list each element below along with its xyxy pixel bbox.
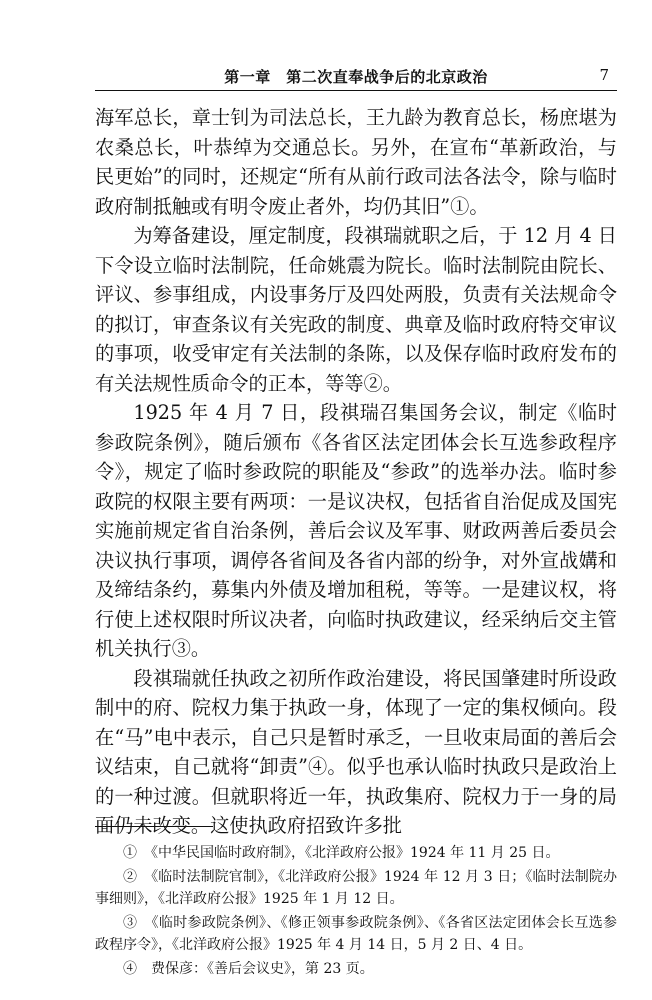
footnotes — [95, 842, 617, 982]
footnote-divider — [95, 826, 213, 827]
chapter-title: 第一章 第二次直奉战争后的北京政治 — [224, 68, 488, 86]
footnote: ④ 费保彦：《善后会议史》，第 23 页。 — [123, 961, 374, 977]
paragraph: 为筹备建设，厘定制度，段祺瑞就职之后，于 12 月 4 日下令设立临时法制院，任命姚震为院长。临时法制院由院长、评议、参事组成，内设事务厅及四处两股，负责有关法规命令的拟订，审查条议有关宪政的制度、典章及临时政府特交审议的事项，收受审定有关法制的条陈，以及保存临时政府发布的有关法规性质命令的正本，等等②。 — [95, 224, 617, 395]
footnote: ② 《临时法制院官制》，《北洋政府公报》1924 年 12 月 3 日；《临时法制院办事细则》，《北洋政府公报》1925 年 1 月 12 日。 — [95, 869, 617, 907]
paragraph: 段祺瑞就任执政之初所作政治建设，将民国肇建时所设政制中的府、院权力集于执政一身，体现了一定的集权倾向。段在“马”电中表示，自己只是暂时承乏，一旦收束局面的善后会议结束，自己就将“卸责”④。似乎也承认临时执政只是政治上的一种过渡。但就职将近一年，执政集府、院权力于一身的局面仍未改变。这使执政府招致许多批 — [95, 666, 617, 837]
footnote: ① 《中华民国临时政府制》，《北洋政府公报》1924 年 11 月 25 日。 — [123, 845, 560, 861]
footnote: ③ 《临时参政院条例》、《修正领事参政院条例》、《各省区法定团体会长互选参政程序令》，《北洋政府公报》1925 年 4 月 14 日，5 月 2 日、4 日。 — [95, 915, 617, 953]
paragraph: 1925 年 4 月 7 日，段祺瑞召集国务会议，制定《临时参政院条例》，随后颁布《各省区法定团体会长互选参政程序令》，规定了临时参政院的职能及“参政”的选举办法。临时参政院的权限主要有两项：一是议决权，包括省自治促成及国宪实施前规定省自治条例，善后会议及军事、财政两善后委员会决议执行事项，调停各省间及各省内部的纷争，对外宣战媾和及缔结条约，募集内外债及增加租税，等等。一是建议权，将行使上述权限时所议决者，向临时执政建议，经采纳后交主管机关执行③。 — [95, 401, 617, 660]
paragraph-continued: 海军总长，章士钊为司法总长，王九龄为教育总长，杨庶堪为农桑总长，叶恭绰为交通总长。另外，在宣布“革新政治，与民更始”的同时，还规定“所有从前行政司法各法令，除与临时政府制抵触或有明令废止者外，均仍其旧”①。 — [95, 106, 617, 218]
running-header — [95, 60, 617, 91]
page-number: 7 — [599, 66, 609, 84]
main-text — [95, 103, 617, 841]
